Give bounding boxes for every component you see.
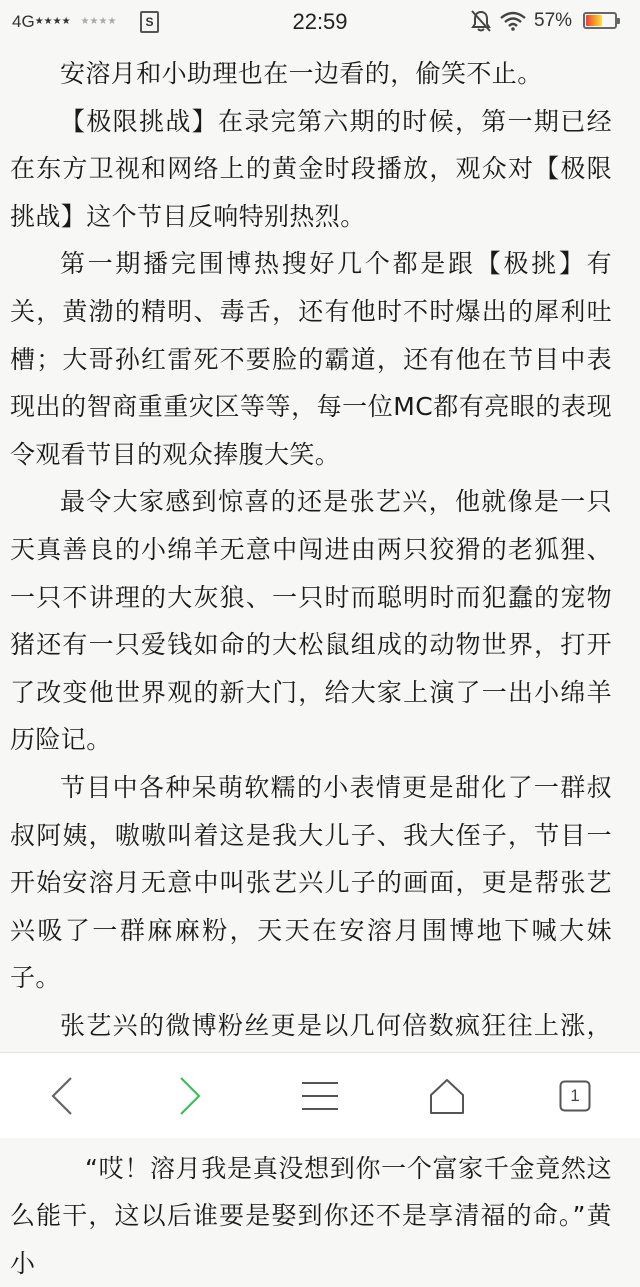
sim-icon: S xyxy=(140,11,159,33)
tabs-icon xyxy=(559,1080,591,1112)
tabs-button[interactable] xyxy=(525,1053,625,1139)
forward-button[interactable] xyxy=(140,1053,240,1139)
home-icon xyxy=(427,1077,467,1115)
paragraph: 最令大家感到惊喜的还是张艺兴，他就像是一只天真善良的小绵羊无意中闯进由两只狡猾的老狐狸、一只不讲理的大灰狼、一只时而聪明时而犯蠢的宠物猪还有一只爱钱如命的大松鼠组成的动物世界，打开了改变他世界观的新大门，给大家上演了一出小绵羊历险记。 xyxy=(10,487,612,755)
menu-button[interactable] xyxy=(270,1053,370,1139)
bottom-navigation-bar xyxy=(0,1052,640,1138)
battery-percent: 57% xyxy=(534,10,573,31)
chevron-left-icon xyxy=(47,1074,77,1118)
paragraph: 第一期播完围博热搜好几个都是跟【极挑】有关，黄渤的精明、毒舌，还有他时不时爆出的犀利吐槽；大哥孙红雷死不要脸的霸道，还有他在节目中表现出的智商重重灾区等等，每一位MC都有亮眼的表现令观看节目的观众捧腹大笑。 xyxy=(10,249,612,469)
clock: 22:59 xyxy=(292,9,348,34)
tab-count: 1 xyxy=(570,1086,580,1105)
battery-icon xyxy=(583,12,617,29)
paragraph: 【极限挑战】在录完第六期的时候，第一期已经在东方卫视和网络上的黄金时段播放，观众对【极限挑战】这个节目反响特别热烈。 xyxy=(10,106,612,231)
battery-fill xyxy=(586,15,602,26)
paragraph: 安溶月和小助理也在一边看的，偷笑不止。 xyxy=(60,59,543,88)
signal-strength-2: ★★★★ xyxy=(80,16,117,27)
home-button[interactable] xyxy=(397,1053,497,1139)
paragraph: “哎！溶月我是真没想到你一个富家千金竟然这么能干，这以后谁要是娶到你还不是享清福的命。”黄小 xyxy=(10,1153,612,1278)
back-button[interactable] xyxy=(12,1053,112,1139)
signal-strength-1: ★★★★ xyxy=(34,16,71,27)
menu-icon xyxy=(300,1079,340,1113)
paragraph: 节目中各种呆萌软糯的小表情更是甜化了一群叔叔阿姨，嗷嗷叫着这是我大儿子、我大侄子，节目一开始安溶月无意中叫张艺兴儿子的画面，更是帮张艺兴吸了一群麻麻粉，天天在安溶月围博地下喊大妹子。 xyxy=(10,772,612,993)
mute-icon xyxy=(470,9,492,39)
status-bar xyxy=(0,0,640,44)
article-content[interactable] xyxy=(0,44,640,1278)
carrier-label: 4G xyxy=(12,12,35,31)
chevron-right-icon xyxy=(175,1074,205,1118)
paragraph: 张艺兴的微博粉丝更是以几何倍数疯狂往上涨， xyxy=(60,1010,612,1040)
wifi-icon xyxy=(500,11,526,37)
